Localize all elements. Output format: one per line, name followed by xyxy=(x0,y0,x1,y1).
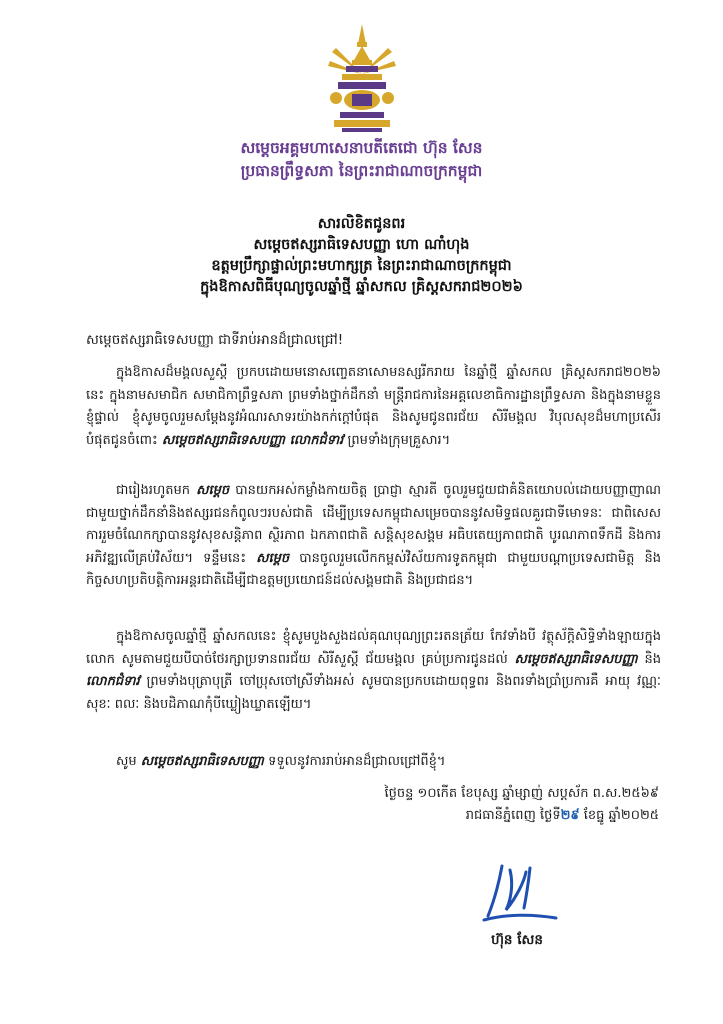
signatory-name: ហ៊ុន សែន xyxy=(491,932,543,948)
paragraph-2-text-a: ជារៀងរហូតមក xyxy=(116,483,197,498)
paragraph-1-emphasis: សម្ដេចឥស្សរាធិទេសបញ្ញា លោកជំទាវ xyxy=(161,432,344,448)
paragraph-2-text-b: បានយកអស់កម្លាំងកាយចិត្ត ប្រាជ្ញា ស្មារតី ចូលរួមជួយជាគំនិតយោបល់ដោយបញ្ញាញាណជាមួយថ្នាក់ដឹកនាំនិងឥស្សរជនកំពូលៗរបស់ជាតិ ដើម្បីប្រទេសកម្ពុជាសម្រេចបាននូវសមិទ្ធផលគួរជាទីមោទនៈ ជាពិសេសការរួមចំណែកក្សាបាននូវសុខសន្តិភាព ស្ថិរភាព ឯកភាពជាតិ សន្តិសុខសង្គម អធិបតេយ្យភាពជាតិ បូរណភាពទឹកដី និងការអភិវឌ្ឍលើគ្រប់វិស័យ។ ទន្ទឹមនេះ xyxy=(86,483,661,566)
closing-emphasis: សម្ដេចឥស្សរាធិទេសបញ្ញា xyxy=(140,754,265,769)
paragraph-3-emphasis-1: សម្ដេចឥស្សរាធិទេសបញ្ញា xyxy=(514,651,638,667)
solar-date-text-a: រាជធានីភ្នំពេញ ថ្ងៃទី xyxy=(465,808,561,823)
sender-position: ប្រធានព្រឹទ្ធសភា នៃព្រះរាជាណាចក្រកម្ពុជា xyxy=(240,162,483,180)
closing-line xyxy=(86,752,661,772)
recipient-position: ឧត្តមប្រឹក្សាផ្ទាល់ព្រះមហាក្សត្រ នៃព្រះរាជាណាចក្រកម្ពុជា xyxy=(211,258,512,274)
paragraph-3-emphasis-2: លោកជំទាវ xyxy=(86,674,140,689)
paragraph-1-text-a: ក្នុងឱកាសដ៏មង្គលសួស្ដី ប្រកបដោយមនោសញ្ចេតនាសោមនស្សរីករាយ នៃឆ្នាំថ្មី ឆ្នាំសកល គ្រិស្តសករាជ២០២៦ នេះ ក្នុងនាមសមាជិក សមាជិកាព្រឹទ្ធសភា ព្រមទាំងថ្នាក់ដឹកនាំ មន្ត្រីរាជការនៃអគ្គលេខាធិការដ្ឋានព្រឹទ្ធសភា និងក្នុងនាមខ្លួនខ្ញុំផ្ទាល់ ខ្ញុំសូមចូលរួមសម្ដែងនូវអំណរសាទរយ៉ាងកក់ក្ដៅបំផុត និងសូមជូនពរជ័យ សិរីមង្គល វិបុលសុខដ៏មហាប្រសើរបំផុតជូនចំពោះ xyxy=(86,365,661,448)
letter-title: សារលិខិតជូនពរ xyxy=(317,216,406,232)
solar-date-day: ២៩ xyxy=(560,808,580,823)
paragraph-2-emphasis-1: សម្ដេច xyxy=(196,483,230,498)
paragraph-1-text-b: ព្រមទាំងក្រុមគ្រួសារ។ xyxy=(343,432,451,448)
recipient-name: សម្ដេចឥស្សរាធិទេសបញ្ញា ហោ ណាំហុង xyxy=(253,237,470,253)
handwritten-signature-icon xyxy=(480,858,560,928)
paragraph-3-text-c: ព្រមទាំងបុត្រាបុត្រី ចៅប្រុសចៅស្រីទាំងអស់ សូមបានប្រកបដោយពុទ្ធពរ និងពរទាំងប្រាំប្រការគឺ អាយុ វណ្ណៈ សុខៈ ពលៈ និងបដិភាណកុំបីឃ្លៀងឃ្លាតឡើយ។ xyxy=(86,674,661,712)
paragraph-3-text-a: ក្នុងឱកាសចូលឆ្នាំថ្មី ឆ្នាំសកលនេះ ខ្ញុំសូមបួងសួងដល់គុណបុណ្យព្រះរតនត្រ័យ កែវទាំងបី វត្ថុស័ក្តិសិទ្ធិទាំងឡាយក្នុងលោក សូមតាមជួយបីបាច់ថែរក្សាប្រទានពរជ័យ សិរីសួស្ដី ជ័យមង្គល គ្រប់ប្រការជូនដល់ xyxy=(86,629,661,667)
paragraph-2-text-c: បានចូលរួមលើកកម្ពស់វិស័យការទូតកម្ពុជា ជាមួយបណ្ដាប្រទេសជាមិត្ត និងកិច្ចសហប្រតិបត្តិការអន្តរជាតិដើម្បីជាឧត្តមប្រយោជន៍ដល់សង្គមជាតិ និងប្រជាជន។ xyxy=(86,550,661,588)
solar-date xyxy=(466,806,659,826)
solar-date-text-b: ខែធ្នូ ឆ្នាំ២០២៥ xyxy=(579,808,659,823)
paragraph-2-emphasis-2: សម្ដេច xyxy=(256,550,290,566)
lunar-date: ថ្ងៃចន្ទ ១០កើត ខែបុស្ស ឆ្នាំម្សាញ់ សប្តស័ក ព.ស.២៥៦៩ xyxy=(384,786,659,801)
paragraph-3-text-b: និង xyxy=(637,651,661,667)
sender-name: សម្ដេចអគ្គមហាសេនាបតីតេជោ ហ៊ុន សែន xyxy=(240,139,483,157)
closing-text-a: សូម xyxy=(116,754,141,769)
paragraph-2 xyxy=(86,480,661,593)
closing-text-b: ទទួលនូវការរាប់អានដ៏ជ្រាលជ្រៅពីខ្ញុំ។ xyxy=(264,754,446,769)
occasion-line: ក្នុងឱកាសពិធីបុណ្យចូលឆ្នាំថ្មី ឆ្នាំសកល គ្រិស្តសករាជ២០២៦ xyxy=(200,279,523,295)
salutation: សម្ដេចឥស្សរាធិទេសបញ្ញា ជាទីរាប់អានដ៏ជ្រាលជ្រៅ! xyxy=(86,332,344,348)
senate-emblem-icon xyxy=(322,22,402,134)
paragraph-1 xyxy=(86,362,661,452)
paragraph-3 xyxy=(86,626,661,716)
